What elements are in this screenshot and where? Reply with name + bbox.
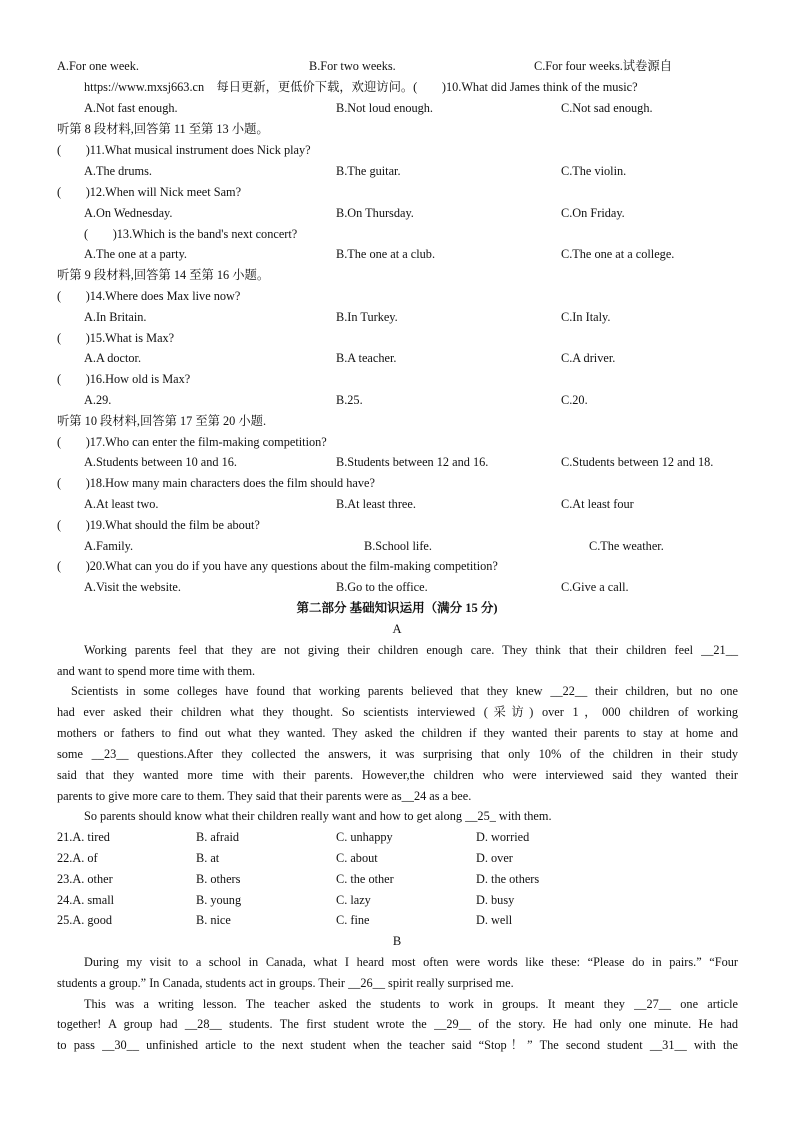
q15-option-c: C.A driver. <box>561 351 616 365</box>
q12-option-b: B.On Thursday. <box>336 206 414 220</box>
q19-question: ( )19.What should the film be about? <box>57 518 260 532</box>
passage-b-line-4: together! A group had __28__ students. The first student wrote the __29__ of the story. He had only one minute. He had <box>57 1017 738 1031</box>
q20-option-c: C.Give a call. <box>561 580 629 594</box>
q20-question: ( )20.What can you do if you have any questions about the film-making competition? <box>57 559 498 573</box>
choice-25-c: C. fine <box>336 913 370 927</box>
choice-24-a: 24.A. small <box>57 893 115 907</box>
q16-question: ( )16.How old is Max? <box>57 372 191 386</box>
passage-a-line-6: some __23__ questions.After they collected the answers, it was surprising that only 10% of the children in their study <box>57 747 738 761</box>
q19-option-b: B.School life. <box>364 539 432 553</box>
choice-23-a: 23.A. other <box>57 872 113 886</box>
q9-option-a: A.For one week. <box>57 59 139 73</box>
q14-option-a: A.In Britain. <box>84 310 147 324</box>
section-8-heading: 听第 8 段材料,回答第 11 至第 13 小题。 <box>57 122 269 136</box>
q13-option-b: B.The one at a club. <box>336 247 436 261</box>
q17-option-c: C.Students between 12 and 18. <box>561 455 714 469</box>
q18-question: ( )18.How many main characters does the film should have? <box>57 476 375 490</box>
q15-option-a: A.A doctor. <box>84 351 142 365</box>
q19-option-c: C.The weather. <box>589 539 664 553</box>
q16-option-a: A.29. <box>84 393 112 407</box>
q13-question: ( )13.Which is the band's next concert? <box>84 227 298 241</box>
choice-23-c: C. the other <box>336 872 394 886</box>
q11-question: ( )11.What musical instrument does Nick play? <box>57 143 311 157</box>
choice-22-a: 22.A. of <box>57 851 98 865</box>
q16-option-b: B.25. <box>336 393 363 407</box>
q19-option-a: A.Family. <box>84 539 134 553</box>
q9-option-b: B.For two weeks. <box>309 59 396 73</box>
passage-a-line-5: mothers or fathers to find out what they wanted. They asked the children if they wanted their parents to stay at home and <box>57 726 738 740</box>
passage-b-line-5: to pass __30__ unfinished article to the next student when the teacher said “Stop！” The second student __31__ with the <box>57 1038 738 1052</box>
choice-24-c: C. lazy <box>336 893 371 907</box>
passage-a-line-7: said that they wanted more time with their parents. However,the children who were interviewed said they wanted their <box>57 768 738 782</box>
passage-b-line-2: students a group.” In Canada, students act in groups. Their __26__ spirit really surprised me. <box>57 976 514 990</box>
q15-question: ( )15.What is Max? <box>57 331 175 345</box>
choice-23-d: D. the others <box>476 872 540 886</box>
q10-line: https://www.mxsj663.cn 每日更新，更低价下载，欢迎访问。( )10.What did James think of the music? <box>84 80 638 94</box>
q10-option-a: A.Not fast enough. <box>84 101 178 115</box>
passage-a-label: A <box>392 622 402 636</box>
q18-option-c: C.At least four <box>561 497 634 511</box>
q15-option-b: B.A teacher. <box>336 351 397 365</box>
passage-a-line-9: So parents should know what their children really want and how to get along __25_ with them. <box>84 809 552 823</box>
q12-question: ( )12.When will Nick meet Sam? <box>57 185 242 199</box>
choice-21-b: B. afraid <box>196 830 240 844</box>
choice-24-d: D. busy <box>476 893 515 907</box>
choice-22-b: B. at <box>196 851 220 865</box>
q17-option-a: A.Students between 10 and 16. <box>84 455 238 469</box>
choice-21-d: D. worried <box>476 830 530 844</box>
choice-24-b: B. young <box>196 893 242 907</box>
choice-25-a: 25.A. good <box>57 913 112 927</box>
q20-option-b: B.Go to the office. <box>336 580 428 594</box>
q9-option-c: C.For four weeks.试卷源自 <box>534 59 672 73</box>
passage-a-line-2: and want to spend more time with them. <box>57 664 256 678</box>
choice-21-a: 21.A. tired <box>57 830 110 844</box>
section-9-heading: 听第 9 段材料,回答第 14 至第 16 小题。 <box>57 268 270 282</box>
passage-b-label: B <box>392 934 402 948</box>
q11-option-a: A.The drums. <box>84 164 152 178</box>
q14-option-b: B.In Turkey. <box>336 310 398 324</box>
passage-a-line-8: parents to give more care to them. They said that their parents were as__24 as a bee. <box>57 789 472 803</box>
q14-question: ( )14.Where does Max live now? <box>57 289 241 303</box>
choice-22-d: D. over <box>476 851 513 865</box>
passage-b-line-3: This was a writing lesson. The teacher asked the students to work in groups. It meant they __27__ one article <box>84 997 738 1011</box>
section-10-heading: 听第 10 段材料,回答第 17 至第 20 小题. <box>57 414 267 428</box>
q13-option-c: C.The one at a college. <box>561 247 675 261</box>
q20-option-a: A.Visit the website. <box>84 580 181 594</box>
passage-a-line-4: had ever asked their children what they thought. So scientists interviewed (采访) over 1，000 children of working <box>57 705 738 719</box>
q10-option-c: C.Not sad enough. <box>561 101 653 115</box>
q14-option-c: C.In Italy. <box>561 310 611 324</box>
choice-22-c: C. about <box>336 851 378 865</box>
q17-question: ( )17.Who can enter the film-making competition? <box>57 435 327 449</box>
q18-option-a: A.At least two. <box>84 497 159 511</box>
part2-title: 第二部分 基础知识运用（满分 15 分) <box>296 601 498 615</box>
q12-option-c: C.On Friday. <box>561 206 625 220</box>
q16-option-c: C.20. <box>561 393 588 407</box>
q18-option-b: B.At least three. <box>336 497 416 511</box>
passage-b-line-1: During my visit to a school in Canada, what I heard most often were words like these: “Please do in pairs.” “Four <box>84 955 738 969</box>
choice-25-b: B. nice <box>196 913 231 927</box>
choice-25-d: D. well <box>476 913 513 927</box>
q17-option-b: B.Students between 12 and 16. <box>336 455 489 469</box>
q11-option-b: B.The guitar. <box>336 164 401 178</box>
q11-option-c: C.The violin. <box>561 164 627 178</box>
q12-option-a: A.On Wednesday. <box>84 206 173 220</box>
q10-option-b: B.Not loud enough. <box>336 101 434 115</box>
passage-a-line-1: Working parents feel that they are not giving their children enough care. They think that their children feel __21__ <box>84 643 738 657</box>
q13-option-a: A.The one at a party. <box>84 247 187 261</box>
choice-23-b: B. others <box>196 872 241 886</box>
choice-21-c: C. unhappy <box>336 830 393 844</box>
passage-a-line-3: Scientists in some colleges have found that working parents believed that they knew __22__ their children, but no one <box>71 684 738 698</box>
